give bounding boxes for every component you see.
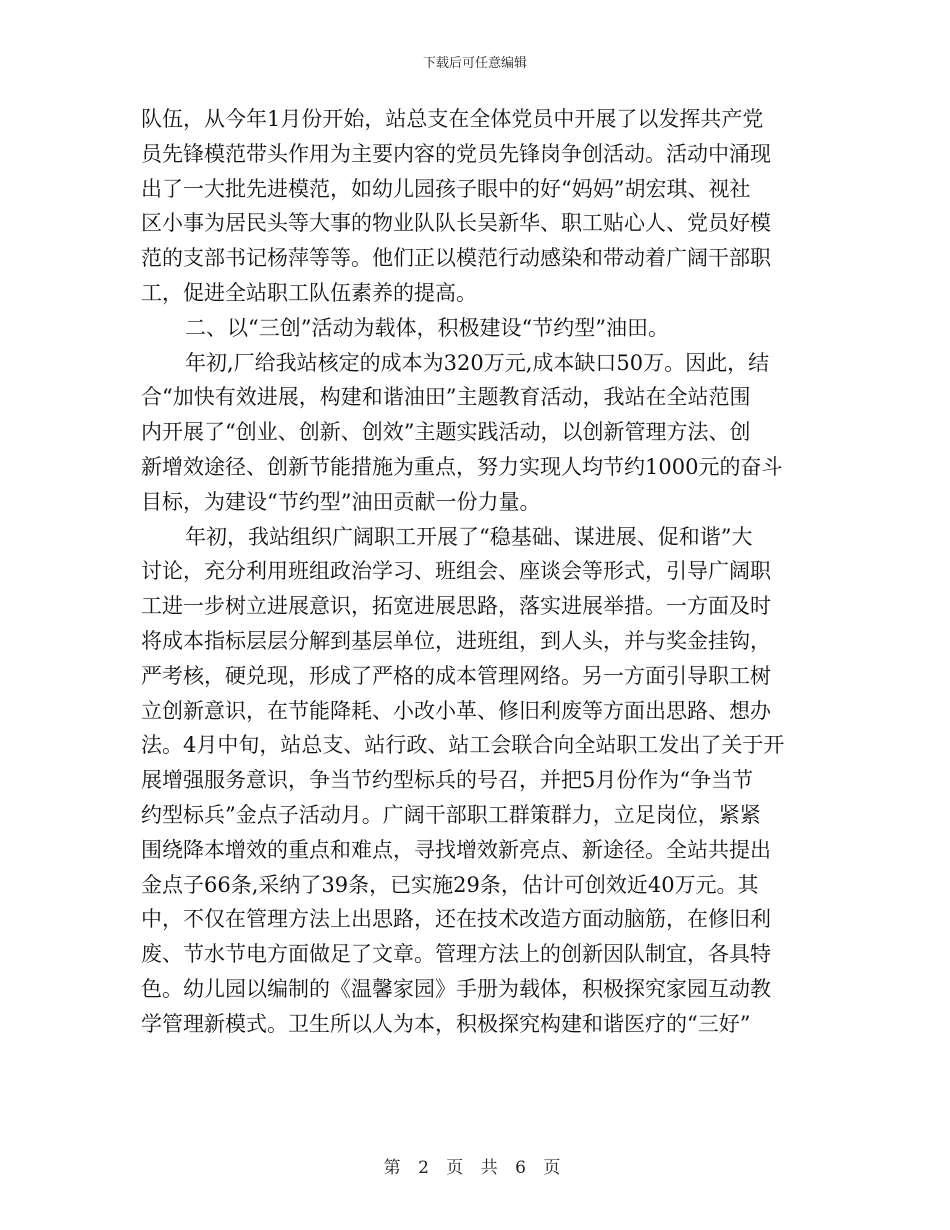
text-line: 中，不仅在管理方法上出思路，还在技术改造方面动脑筋，在修旧利 — [141, 907, 771, 932]
text-line: 约型标兵”金点子活动月。广阔干部职工群策群力，立足岗位，紧紧 — [141, 802, 761, 827]
text-line: 新增效途径、创新节能措施为重点，努力实现人均节约1000元的奋斗 — [141, 454, 783, 479]
text-line: 目标，为建设“节约型”油田贡献一份力量。 — [141, 489, 541, 514]
text-line: 法。4月中旬，站总支、站行政、站工会联合向全站职工发出了关于开 — [141, 733, 785, 758]
text-line: 区小事为居民头等大事的物业队队长吴新华、职工贴心人、党员好模 — [141, 211, 771, 236]
text-line: 讨论，充分利用班组政治学习、班组会、座谈会等形式，引导广阔职 — [141, 559, 771, 584]
text-line: 严考核，硬兑现，形成了严格的成本管理网络。另一方面引导职工树 — [141, 663, 771, 688]
text-line: 员先锋模范带头作用为主要内容的党员先锋岗争创活动。活动中涌现 — [141, 141, 771, 166]
text-line: 年初，我站组织广阔职工开展了“稳基础、谋进展、促和谐”大 — [185, 524, 753, 549]
text-line: 废、节水节电方面做足了文章。管理方法上的创新因队制宜，各具特 — [141, 942, 771, 967]
text-line: 围绕降本增效的重点和难点，寻找增效新亮点、新途径。全站共提出 — [141, 837, 771, 862]
text-line: 内开展了“创业、创新、创效”主题实践活动，以创新管理方法、创 — [141, 420, 751, 445]
text-line: 工进一步树立进展意识，拓宽进展思路，落实进展举措。一方面及时 — [141, 594, 771, 619]
text-line: 色。幼儿园以编制的《温馨家园》手册为载体，积极探究家园互动教 — [141, 976, 771, 1001]
document-body — [141, 102, 809, 1042]
page-footer-number: 第 2 页 共 6 页 — [383, 1158, 567, 1178]
text-line: 范的支部书记杨萍等等。他们正以模范行动感染和带动着广阔干部职 — [141, 246, 771, 271]
text-line: 立创新意识，在节能降耗、小改小革、修旧利废等方面出思路、想办 — [141, 698, 771, 723]
text-line: 出了一大批先进模范，如幼儿园孩子眼中的好“妈妈”胡宏琪、视社 — [141, 176, 751, 201]
text-line: 年初,厂给我站核定的成本为320万元,成本缺口50万。因此，结 — [185, 350, 770, 375]
text-line: 学管理新模式。卫生所以人为本，积极探究构建和谐医疗的“三好” — [141, 1011, 751, 1036]
text-line: 将成本指标层层分解到基层单位，进班组，到人头，并与奖金挂钩， — [141, 628, 771, 653]
text-line: 工，促进全站职工队伍素养的提高。 — [141, 280, 477, 305]
text-line: 展增强服务意识，争当节约型标兵的号召，并把5月份作为“争当节 — [141, 768, 754, 793]
text-line: 金点子66条,采纳了39条，已实施29条，估计可创效近40万元。其 — [141, 872, 759, 897]
text-line: 二、以“三创”活动为载体，积极建设“节约型”油田。 — [185, 315, 669, 340]
text-line: 队伍，从今年1月份开始，站总支在全体党员中开展了以发挥共产党 — [141, 107, 764, 131]
text-line: 合“加快有效进展，构建和谐油田”主题教育活动，我站在全站范围 — [141, 385, 751, 410]
page-header-note: 下载后可任意编辑 — [422, 56, 527, 71]
